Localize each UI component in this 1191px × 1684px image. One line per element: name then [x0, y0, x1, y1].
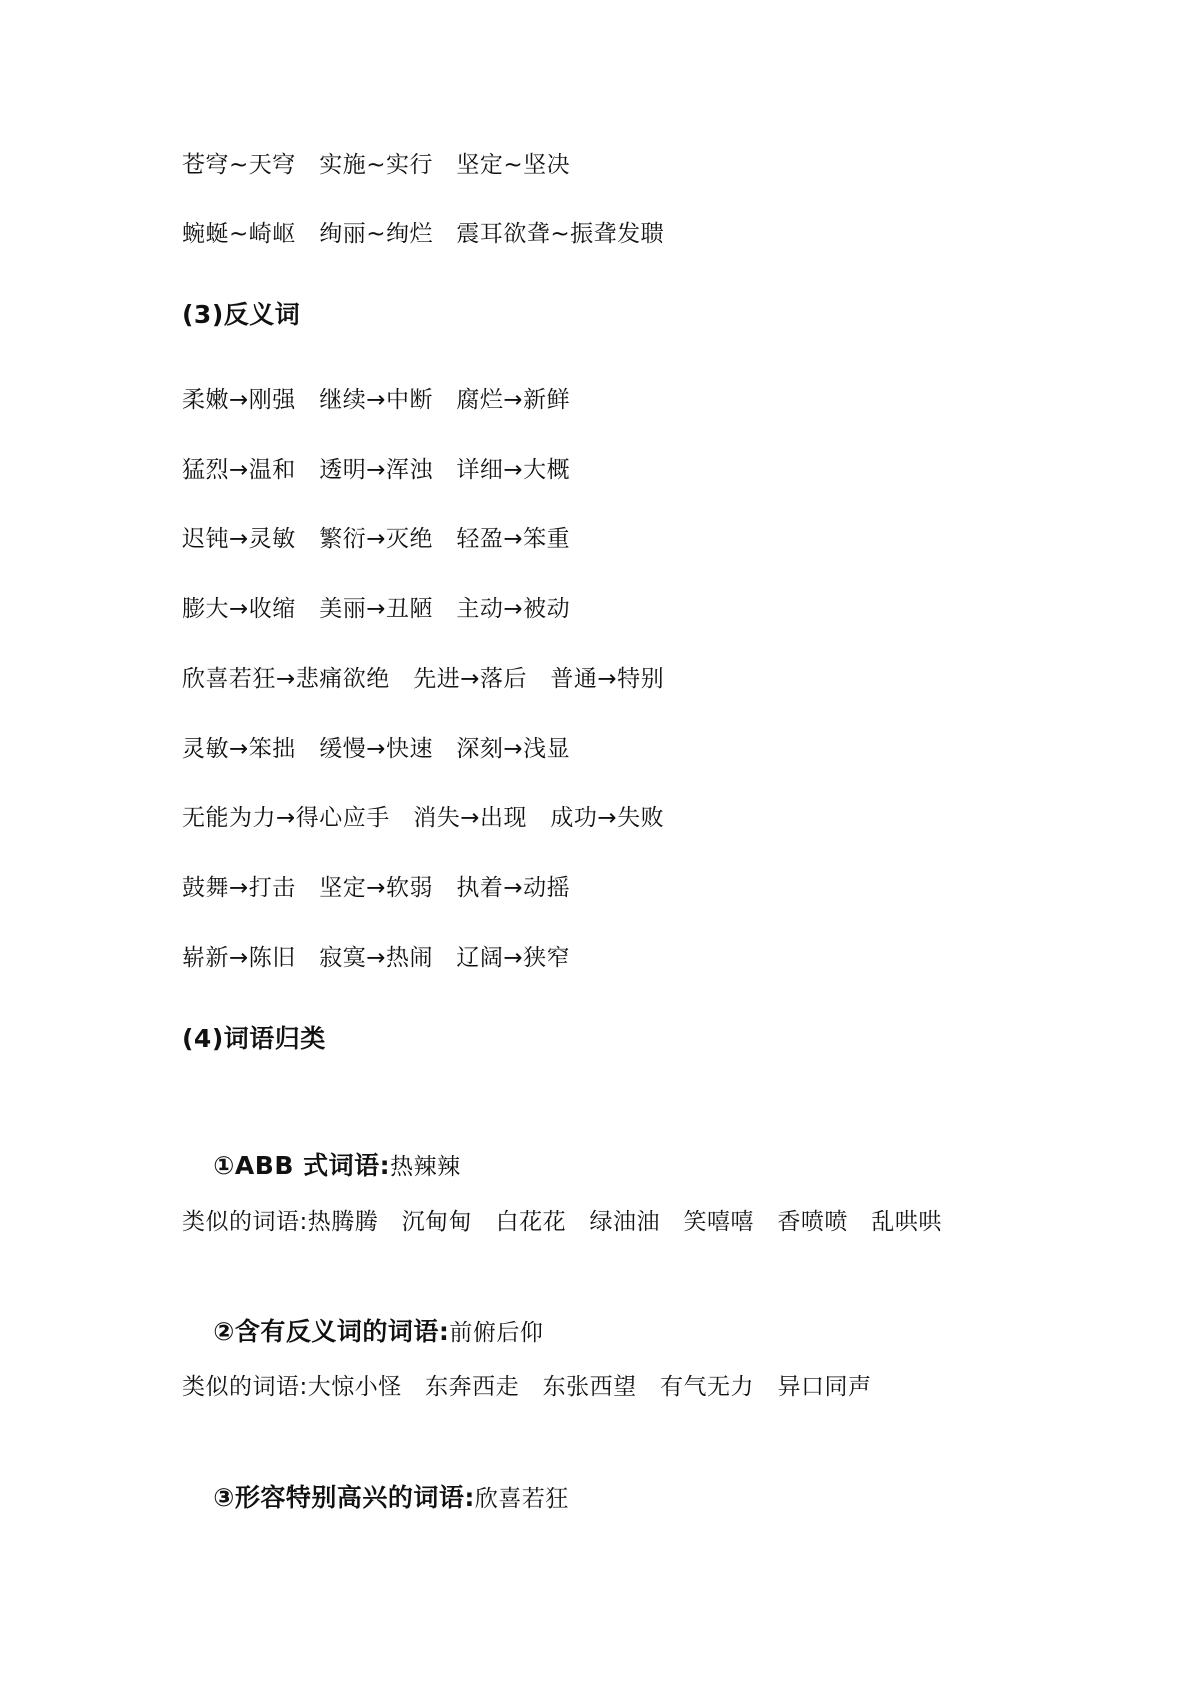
classification-item-2-title: ②含有反义词的词语:	[213, 1317, 450, 1346]
classification-item-1-similar: 类似的词语:热腾腾 沉甸甸 白花花 绿油油 笑嘻嘻 香喷喷 乱哄哄	[182, 1209, 942, 1235]
antonym-line-2: 猛烈→温和 透明→浑浊 详细→大概	[182, 457, 571, 483]
classification-item-2-similar: 类似的词语:大惊小怪 东奔西走 东张西望 有气无力 异口同声	[182, 1374, 872, 1400]
synonym-line-2: 蜿蜒~崎岖 绚丽~绚烂 震耳欲聋~振聋发聩	[182, 221, 665, 247]
antonym-line-3: 迟钝→灵敏 繁衍→灭绝 轻盈→笨重	[182, 526, 571, 552]
classification-item-1	[182, 1121, 461, 1212]
antonym-line-5: 欣喜若狂→悲痛欲绝 先进→落后 普通→特别	[182, 666, 665, 692]
antonym-line-4: 膨大→收缩 美丽→丑陋 主动→被动	[182, 596, 571, 622]
antonym-line-9: 崭新→陈旧 寂寞→热闹 辽阔→狭窄	[182, 945, 571, 971]
classification-item-1-answer: 热辣辣	[390, 1154, 461, 1180]
classification-item-2	[182, 1287, 543, 1378]
classification-item-3	[182, 1453, 569, 1544]
antonym-line-1: 柔嫩→刚强 继续→中断 腐烂→新鲜	[182, 387, 571, 413]
classification-item-3-title: ③形容特别高兴的词语:	[213, 1483, 475, 1512]
antonym-line-8: 鼓舞→打击 坚定→软弱 执着→动摇	[182, 875, 571, 901]
classification-item-3-answer: 欣喜若狂	[474, 1486, 569, 1512]
synonym-line-1: 苍穹~天穹 实施~实行 坚定~坚决	[182, 152, 571, 178]
classification-heading: (4)词语归类	[182, 1024, 326, 1053]
antonym-line-6: 灵敏→笨拙 缓慢→快速 深刻→浅显	[182, 736, 571, 762]
classification-item-2-answer: 前俯后仰	[449, 1320, 544, 1346]
classification-item-1-title: ①ABB 式词语:	[213, 1151, 391, 1180]
antonyms-heading: (3)反义词	[182, 300, 301, 329]
antonym-line-7: 无能为力→得心应手 消失→出现 成功→失败	[182, 805, 665, 831]
